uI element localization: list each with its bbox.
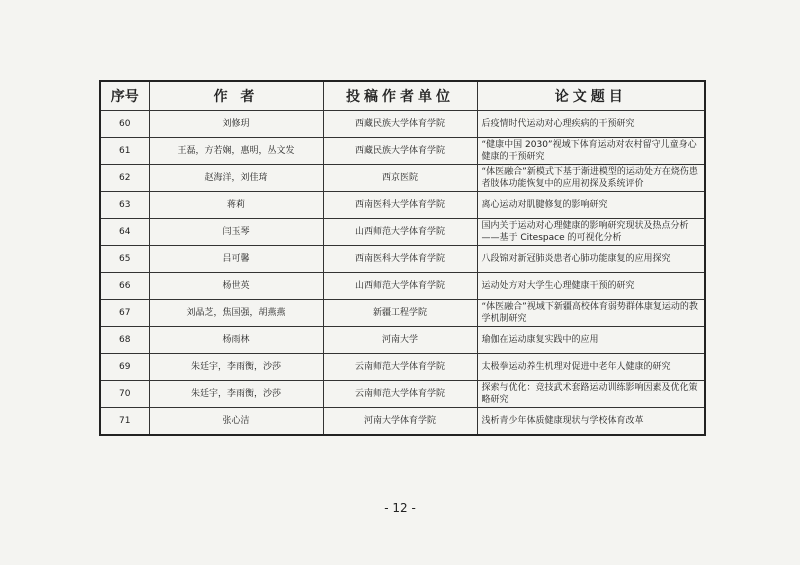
cell-author: 朱廷宇，李雨衡，沙莎 — [149, 381, 323, 408]
table-header-row — [100, 81, 705, 111]
cell-affiliation: 西藏民族大学体育学院 — [323, 138, 477, 165]
cell-paper-title: “体医融合”视域下新疆高校体育弱势群体康复运动的教学机制研究 — [477, 300, 705, 327]
table-row — [100, 246, 705, 273]
cell-serial-number: 62 — [100, 165, 149, 192]
table-row — [100, 327, 705, 354]
table-row — [100, 354, 705, 381]
cell-author: 朱廷宇，李雨衡，沙莎 — [149, 354, 323, 381]
cell-paper-title: 后疫情时代运动对心理疾病的干预研究 — [477, 111, 705, 138]
cell-paper-title: 国内关于运动对心理健康的影响研究现状及热点分析——基于 Citespace 的可视化分析 — [477, 219, 705, 246]
cell-paper-title: “健康中国 2030”视域下体育运动对农村留守儿童身心健康的干预研究 — [477, 138, 705, 165]
cell-author: 吕可馨 — [149, 246, 323, 273]
cell-serial-number: 67 — [100, 300, 149, 327]
table-row — [100, 273, 705, 300]
cell-author: 杨世英 — [149, 273, 323, 300]
cell-paper-title: 运动处方对大学生心理健康干预的研究 — [477, 273, 705, 300]
cell-paper-title: 探索与优化：竞技武术套路运动训练影响因素及优化策略研究 — [477, 381, 705, 408]
table-row — [100, 381, 705, 408]
cell-author: 赵海洋，刘佳琦 — [149, 165, 323, 192]
paper-list-table — [99, 80, 706, 436]
header-serial-number: 序号 — [100, 81, 149, 111]
cell-author: 闫玉琴 — [149, 219, 323, 246]
header-paper-title: 论文题目 — [477, 81, 705, 111]
cell-affiliation: 山西师范大学体育学院 — [323, 219, 477, 246]
table-row — [100, 219, 705, 246]
table-row — [100, 138, 705, 165]
cell-serial-number: 71 — [100, 408, 149, 436]
cell-serial-number: 70 — [100, 381, 149, 408]
table-row — [100, 165, 705, 192]
cell-serial-number: 65 — [100, 246, 149, 273]
cell-author: 蒋莉 — [149, 192, 323, 219]
cell-affiliation: 山西师范大学体育学院 — [323, 273, 477, 300]
cell-affiliation: 西南医科大学体育学院 — [323, 192, 477, 219]
table-row — [100, 111, 705, 138]
cell-serial-number: 68 — [100, 327, 149, 354]
cell-paper-title: 离心运动对肌腱修复的影响研究 — [477, 192, 705, 219]
cell-author: 刘晶芝，焦国强，胡燕燕 — [149, 300, 323, 327]
cell-serial-number: 63 — [100, 192, 149, 219]
cell-affiliation: 西南医科大学体育学院 — [323, 246, 477, 273]
cell-serial-number: 66 — [100, 273, 149, 300]
cell-affiliation: 云南师范大学体育学院 — [323, 354, 477, 381]
cell-paper-title: 太极拳运动养生机理对促进中老年人健康的研究 — [477, 354, 705, 381]
table-row — [100, 408, 705, 436]
cell-serial-number: 61 — [100, 138, 149, 165]
cell-author: 杨雨林 — [149, 327, 323, 354]
cell-author: 王磊，方若娴，惠明，丛文发 — [149, 138, 323, 165]
header-affiliation: 投稿作者单位 — [323, 81, 477, 111]
cell-serial-number: 64 — [100, 219, 149, 246]
cell-serial-number: 60 — [100, 111, 149, 138]
cell-author: 刘修玥 — [149, 111, 323, 138]
cell-paper-title: 八段锦对新冠肺炎患者心肺功能康复的应用探究 — [477, 246, 705, 273]
table-row — [100, 192, 705, 219]
page-number: - 12 - — [384, 501, 416, 515]
cell-paper-title: 瑜伽在运动康复实践中的应用 — [477, 327, 705, 354]
cell-affiliation: 河南大学体育学院 — [323, 408, 477, 436]
table-row — [100, 300, 705, 327]
cell-affiliation: 西藏民族大学体育学院 — [323, 111, 477, 138]
cell-author: 张心洁 — [149, 408, 323, 436]
cell-paper-title: 浅析青少年体质健康现状与学校体育改革 — [477, 408, 705, 436]
cell-affiliation: 新疆工程学院 — [323, 300, 477, 327]
header-author: 作 者 — [149, 81, 323, 111]
cell-serial-number: 69 — [100, 354, 149, 381]
cell-paper-title: “体医融合”新模式下基于渐进模型的运动处方在烧伤患者肢体功能恢复中的应用初探及系统评价 — [477, 165, 705, 192]
cell-affiliation: 西京医院 — [323, 165, 477, 192]
cell-affiliation: 云南师范大学体育学院 — [323, 381, 477, 408]
cell-affiliation: 河南大学 — [323, 327, 477, 354]
